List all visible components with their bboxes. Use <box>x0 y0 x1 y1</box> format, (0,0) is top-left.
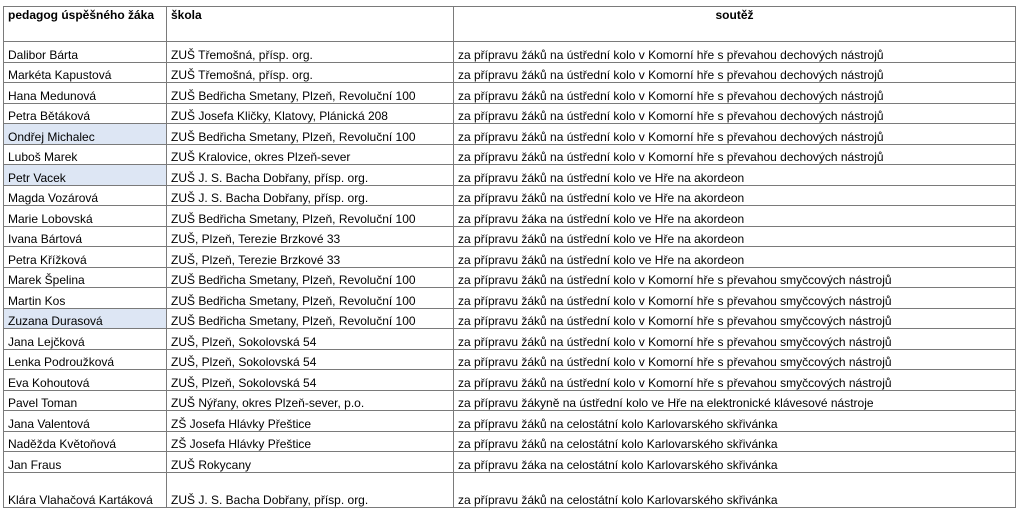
table-row <box>4 124 1016 145</box>
cell-teacher: Ivana Bártová <box>4 226 167 247</box>
cell-school: ZUŠ Rokycany <box>167 452 454 473</box>
cell-teacher: Lenka Podroužková <box>4 349 167 370</box>
cell-school: ZUŠ Třemošná, přísp. org. <box>167 42 454 63</box>
table-row <box>4 165 1016 186</box>
cell-school: ZUŠ, Plzeň, Sokolovská 54 <box>167 370 454 391</box>
cell-teacher: Dalibor Bárta <box>4 42 167 63</box>
cell-competition: za přípravu žáků na ústřední kolo v Komorní hře s převahou dechových nástrojů <box>454 62 1016 83</box>
table-body <box>4 42 1016 508</box>
cell-teacher: Magda Vozárová <box>4 185 167 206</box>
cell-school: ZUŠ Nýřany, okres Plzeň-sever, p.o. <box>167 390 454 411</box>
table-row <box>4 247 1016 268</box>
cell-school: ZUŠ Josefa Kličky, Klatovy, Plánická 208 <box>167 103 454 124</box>
cell-competition: za přípravu žáků na ústřední kolo v Komorní hře s převahou smyčcových nástrojů <box>454 329 1016 350</box>
cell-competition: za přípravu žáků na ústřední kolo v Komorní hře s převahou smyčcových nástrojů <box>454 308 1016 329</box>
cell-teacher: Jana Valentová <box>4 411 167 432</box>
cell-school: ZUŠ Třemošná, přísp. org. <box>167 62 454 83</box>
cell-competition: za přípravu žáků na ústřední kolo v Komorní hře s převahou smyčcových nástrojů <box>454 349 1016 370</box>
header-school: škola <box>167 7 454 42</box>
table-row <box>4 83 1016 104</box>
cell-teacher: Ondřej Michalec <box>4 124 167 145</box>
cell-competition: za přípravu žáků na ústřední kolo ve Hře na akordeon <box>454 226 1016 247</box>
cell-school: ZUŠ, Plzeň, Sokolovská 54 <box>167 329 454 350</box>
cell-teacher: Markéta Kapustová <box>4 62 167 83</box>
table-row <box>4 329 1016 350</box>
cell-teacher: Martin Kos <box>4 288 167 309</box>
cell-competition: za přípravu žáků na ústřední kolo v Komorní hře s převahou dechových nástrojů <box>454 124 1016 145</box>
header-row <box>4 7 1016 42</box>
cell-teacher: Hana Medunová <box>4 83 167 104</box>
awards-table <box>3 6 1016 508</box>
cell-competition: za přípravu žáků na ústřední kolo ve Hře na akordeon <box>454 247 1016 268</box>
cell-teacher: Naděžda Květoňová <box>4 431 167 452</box>
cell-school: ZUŠ Bedřicha Smetany, Plzeň, Revoluční 100 <box>167 288 454 309</box>
table-row <box>4 267 1016 288</box>
table-row <box>4 390 1016 411</box>
cell-teacher: Jan Fraus <box>4 452 167 473</box>
table-row <box>4 308 1016 329</box>
cell-competition: za přípravu žáků na celostátní kolo Karlovarského skřivánka <box>454 472 1016 507</box>
table-row <box>4 472 1016 507</box>
cell-competition: za přípravu žáků na ústřední kolo v Komorní hře s převahou dechových nástrojů <box>454 42 1016 63</box>
table-row <box>4 185 1016 206</box>
cell-teacher: Marek Špelina <box>4 267 167 288</box>
cell-school: ZUŠ, Plzeň, Sokolovská 54 <box>167 349 454 370</box>
header-teacher: pedagog úspěšného žáka <box>4 7 167 42</box>
cell-teacher: Eva Kohoutová <box>4 370 167 391</box>
cell-school: ZŠ Josefa Hlávky Přeštice <box>167 431 454 452</box>
cell-school: ZUŠ Kralovice, okres Plzeň-sever <box>167 144 454 165</box>
cell-teacher: Petra Křížková <box>4 247 167 268</box>
header-competition: soutěž <box>454 7 1016 42</box>
cell-competition: za přípravu žáka na ústřední kolo ve Hře na akordeon <box>454 206 1016 227</box>
cell-school: ZUŠ J. S. Bacha Dobřany, přísp. org. <box>167 165 454 186</box>
table-row <box>4 431 1016 452</box>
cell-competition: za přípravu žáků na ústřední kolo v Komorní hře s převahou dechových nástrojů <box>454 144 1016 165</box>
cell-competition: za přípravu žáků na ústřední kolo v Komorní hře s převahou smyčcových nástrojů <box>454 288 1016 309</box>
table-row <box>4 226 1016 247</box>
cell-school: ZUŠ J. S. Bacha Dobřany, přísp. org. <box>167 185 454 206</box>
cell-school: ZUŠ Bedřicha Smetany, Plzeň, Revoluční 100 <box>167 124 454 145</box>
cell-competition: za přípravu žáka na celostátní kolo Karlovarského skřivánka <box>454 452 1016 473</box>
cell-competition: za přípravu žáků na ústřední kolo v Komorní hře s převahou smyčcových nástrojů <box>454 267 1016 288</box>
cell-competition: za přípravu žáků na ústřední kolo v Komorní hře s převahou dechových nástrojů <box>454 103 1016 124</box>
cell-teacher: Marie Lobovská <box>4 206 167 227</box>
cell-teacher: Petr Vacek <box>4 165 167 186</box>
cell-teacher: Pavel Toman <box>4 390 167 411</box>
table-row <box>4 370 1016 391</box>
cell-competition: za přípravu žáků na ústřední kolo ve Hře na akordeon <box>454 165 1016 186</box>
cell-school: ZUŠ Bedřicha Smetany, Plzeň, Revoluční 100 <box>167 308 454 329</box>
cell-teacher: Zuzana Durasová <box>4 308 167 329</box>
table-row <box>4 288 1016 309</box>
cell-school: ZUŠ J. S. Bacha Dobřany, přísp. org. <box>167 472 454 507</box>
cell-school: ZŠ Josefa Hlávky Přeštice <box>167 411 454 432</box>
table-row <box>4 349 1016 370</box>
table-row <box>4 206 1016 227</box>
cell-competition: za přípravu žáků na ústřední kolo v Komorní hře s převahou dechových nástrojů <box>454 83 1016 104</box>
table-row <box>4 411 1016 432</box>
cell-competition: za přípravu žáků na ústřední kolo v Komorní hře s převahou smyčcových nástrojů <box>454 370 1016 391</box>
cell-teacher: Luboš Marek <box>4 144 167 165</box>
cell-teacher: Petra Bětáková <box>4 103 167 124</box>
cell-school: ZUŠ, Plzeň, Terezie Brzkové 33 <box>167 247 454 268</box>
cell-competition: za přípravu žákyně na ústřední kolo ve Hře na elektronické klávesové nástroje <box>454 390 1016 411</box>
cell-teacher: Jana Lejčková <box>4 329 167 350</box>
cell-school: ZUŠ Bedřicha Smetany, Plzeň, Revoluční 100 <box>167 206 454 227</box>
table-row <box>4 42 1016 63</box>
table-row <box>4 103 1016 124</box>
table-row <box>4 62 1016 83</box>
cell-school: ZUŠ Bedřicha Smetany, Plzeň, Revoluční 100 <box>167 83 454 104</box>
cell-competition: za přípravu žáků na celostátní kolo Karlovarského skřivánka <box>454 431 1016 452</box>
cell-school: ZUŠ, Plzeň, Terezie Brzkové 33 <box>167 226 454 247</box>
table-row <box>4 144 1016 165</box>
cell-school: ZUŠ Bedřicha Smetany, Plzeň, Revoluční 100 <box>167 267 454 288</box>
table-row <box>4 452 1016 473</box>
cell-competition: za přípravu žáků na ústřední kolo ve Hře na akordeon <box>454 185 1016 206</box>
cell-teacher: Klára Vlahačová Kartáková <box>4 472 167 507</box>
cell-competition: za přípravu žáků na celostátní kolo Karlovarského skřivánka <box>454 411 1016 432</box>
